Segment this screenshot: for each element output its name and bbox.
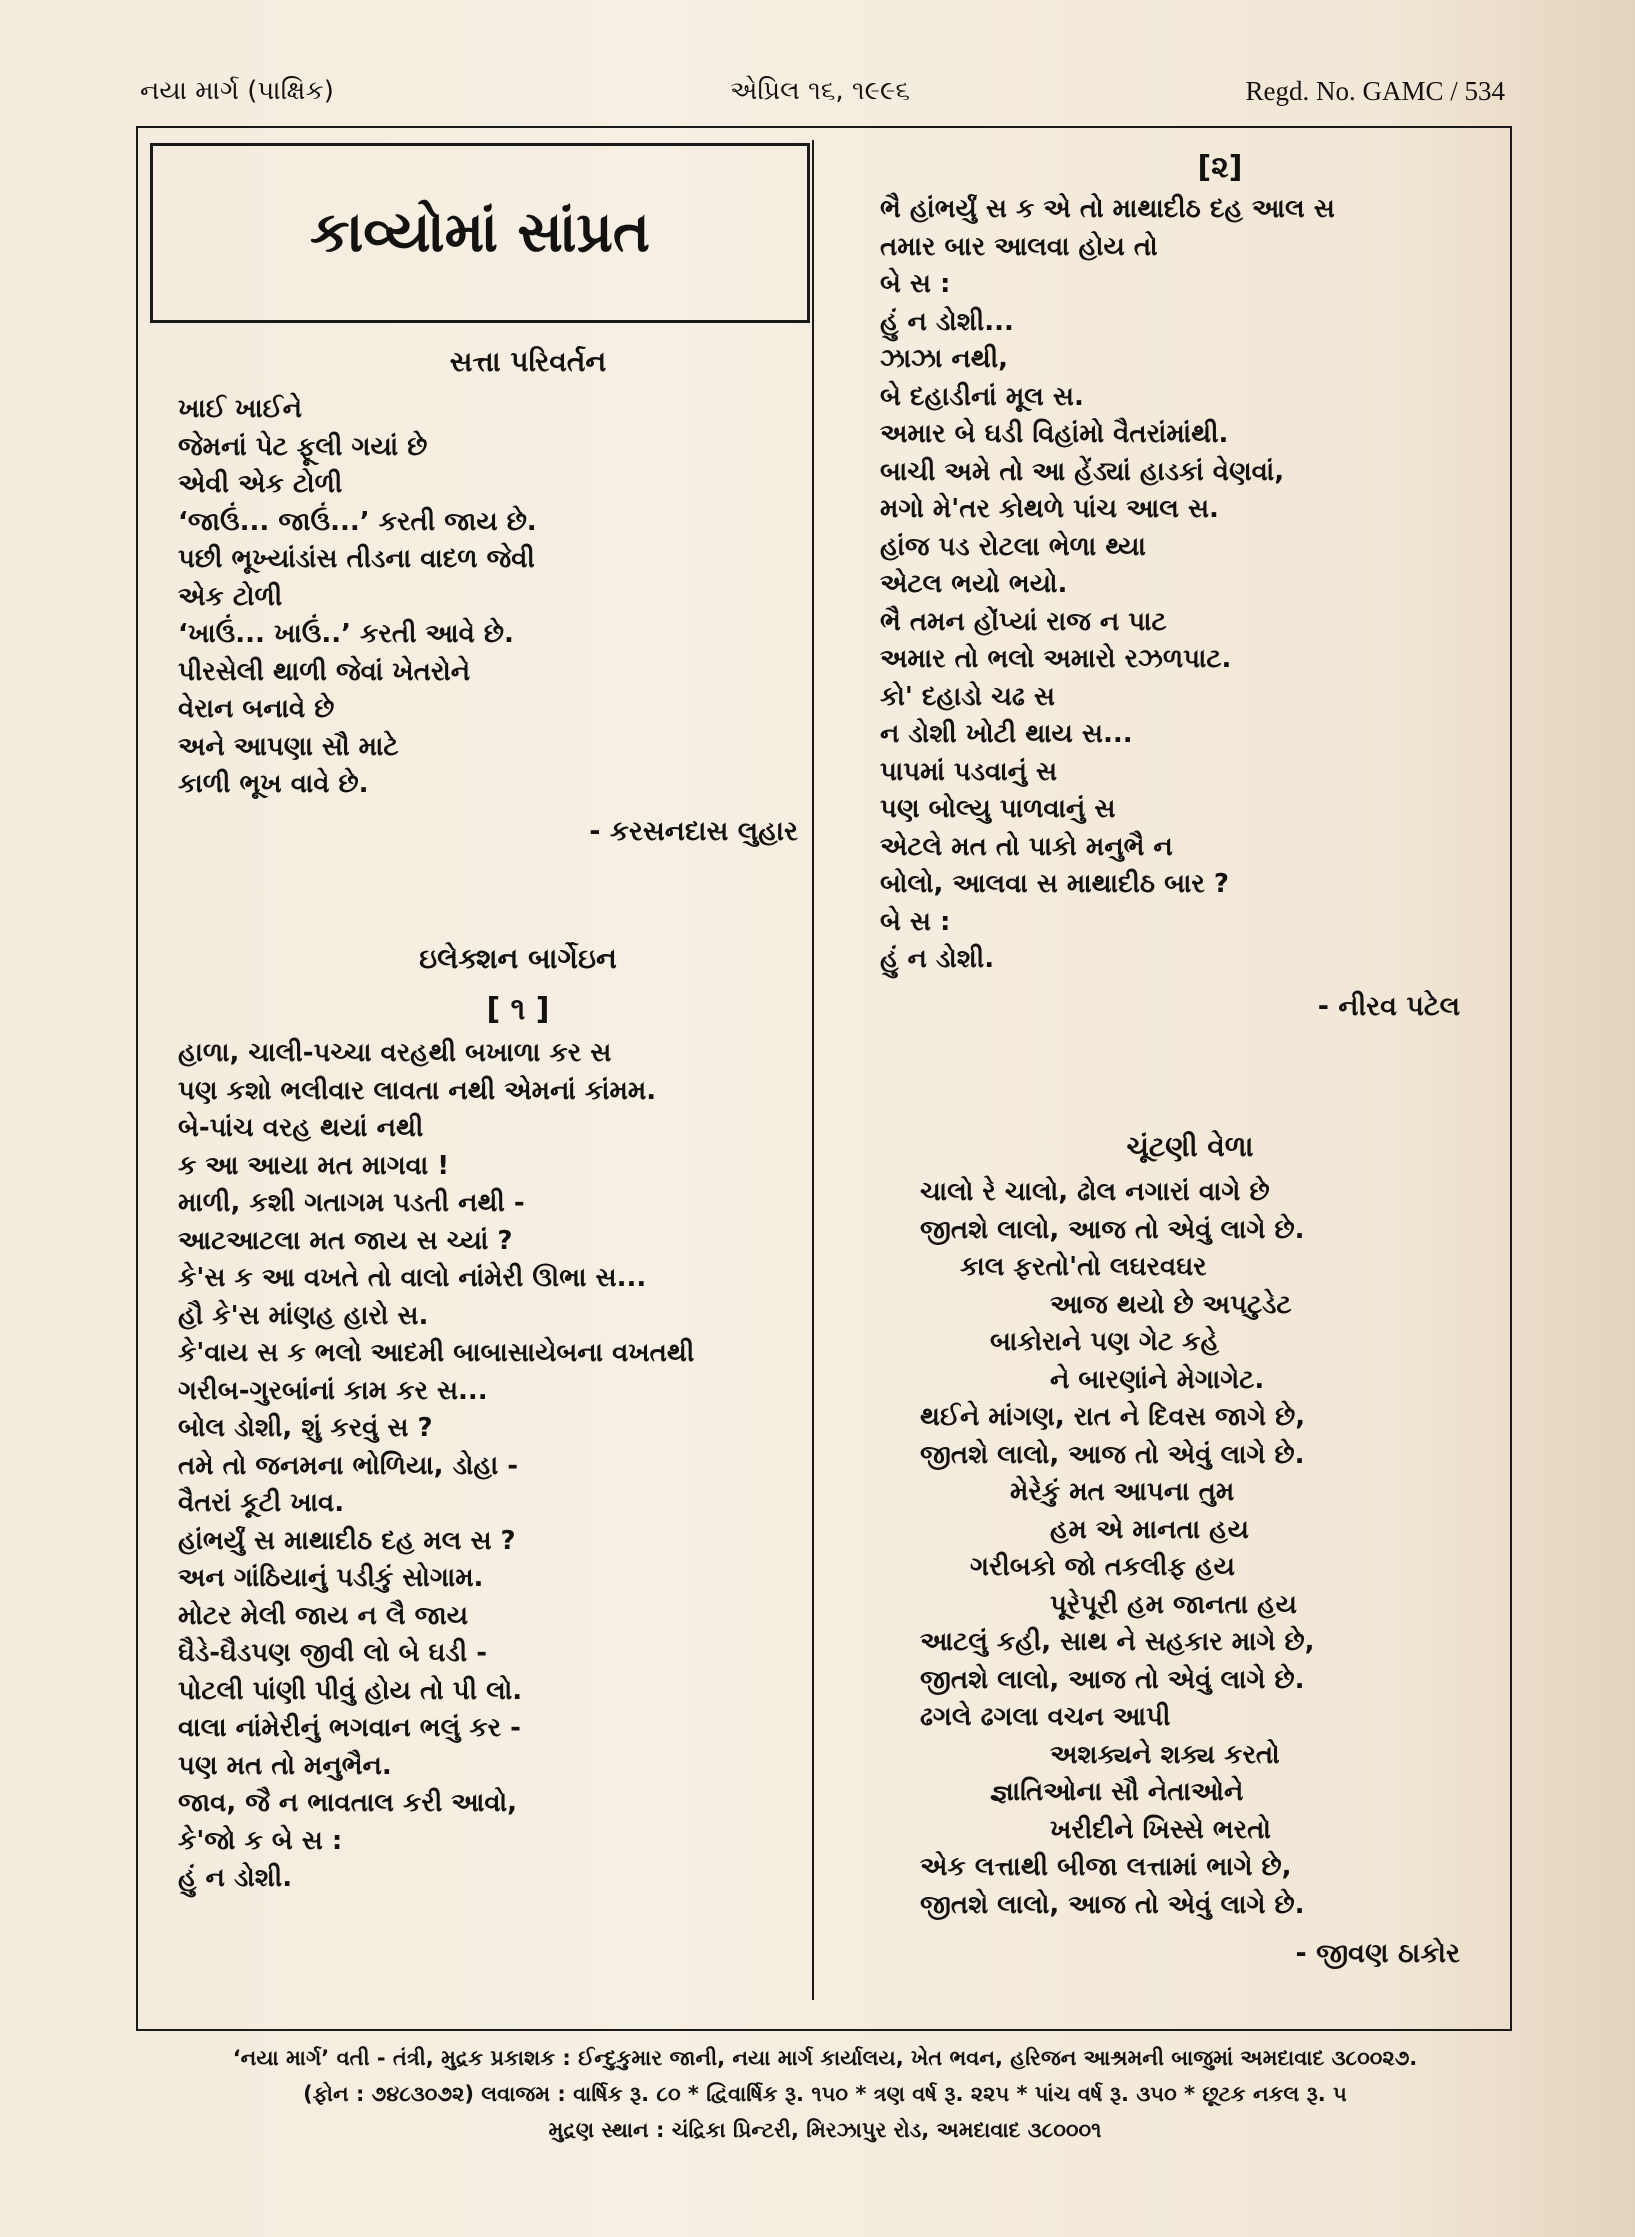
poem-line: ઢગલે ઢગલા વચન આપી <box>920 1702 1171 1732</box>
poem-line: ખરીદીને ખિસ્સે ભરતો <box>1050 1814 1271 1845</box>
poem-title: ચૂંટણી વેળા <box>1126 1130 1254 1163</box>
poem-line: પોટલી પાંણી પીવું હોય તો પી લો. <box>178 1675 523 1706</box>
poem-line: ન ડોશી ખોટી થાય સ... <box>880 719 1133 749</box>
poem-line: વેરાન બનાવે છે <box>178 694 335 724</box>
poem-line: બે સ : <box>880 269 951 299</box>
footer-line: (ફોન : ૭૪૮૩૦૭૨) લવાજમ : વાર્ષિક રૂ. ૮૦ * દ્વિવાર્ષિક રૂ. ૧૫૦ * ત્રણ વર્ષ રૂ. ૨૨૫ * પાંચ વર્ષ રૂ. ૩૫૦ * છૂટક નકલ રૂ. ૫ <box>303 2082 1347 2106</box>
poem-line: હાંજ પડ રોટલા ભેળા થ્યા <box>880 531 1146 562</box>
poem-line: પછી ભૂખ્યાંડાંસ તીડના વાદળ જેવી <box>178 544 535 574</box>
part-marker: [૨] <box>1197 150 1243 185</box>
poem-line: ગરીબકો જો તકલીફ હય <box>970 1552 1235 1582</box>
page-header <box>140 76 1505 120</box>
poem-line: એટલે મત તો પાકો મનુભૈ ન <box>880 831 1173 862</box>
poem-line: તમાર બાર આલવા હોય તો <box>880 231 1158 262</box>
poem-line: ઝાઝા નથી, <box>880 344 1009 374</box>
poem-line: એટલ ભયો ભયો. <box>880 569 1068 599</box>
poem-author: - કરસનદાસ લુહાર <box>589 815 798 847</box>
poem-line: અમાર તો ભલો અમારો રઝળપાટ. <box>880 644 1232 674</box>
poem-line: ભૈ હાંભર્યું સ ક એ તો માથાદીઠ દહ આલ સ <box>880 194 1335 224</box>
poem-line: બોલ ડોશી, શું કરવું સ ? <box>178 1413 433 1443</box>
poem-line: ગરીબ-ગુરબાંનાં કામ કર સ... <box>178 1375 488 1406</box>
poem-line: મગો મે'તર કોથળે પાંચ આલ સ. <box>880 494 1219 524</box>
poem-lines <box>178 391 798 804</box>
poem-line: આટઆટલા મત જાય સ ચ્યાં ? <box>178 1225 513 1256</box>
poem-title: સત્તા પરિવર્તન <box>449 345 607 378</box>
section-title: કાવ્યોમાં સાંપ્રત <box>310 200 650 265</box>
poem-line: મોટર મેલી જાય ન લૈ જાય <box>178 1600 469 1631</box>
poem-line: અમાર બે ઘડી વિહાંમો વૈતરાંમાંથી. <box>880 419 1229 449</box>
poem-line: જીતશે લાલો, આજ તો એવું લાગે છે. <box>920 1214 1305 1245</box>
poem-line: ‘ખાઉં... ખાઉં..’ કરતી આવે છે. <box>178 619 514 649</box>
poem-line: કે'સ ક આ વખતે તો વાલો નાંમેરી ઊભા સ... <box>178 1263 647 1293</box>
poem-chuntani-vela <box>880 1130 1500 1970</box>
poem-line: હાળા, ચાલી-પચ્ચા વરહથી બખાળા કર સ <box>178 1038 612 1068</box>
poem-line: આટલું કહી, સાથ ને સહકાર માગે છે, <box>920 1627 1315 1657</box>
poem-line: ચાલો રે ચાલો, ઢોલ નગારાં વાગે છે <box>920 1177 1270 1207</box>
poem-line: બે સ : <box>880 906 951 937</box>
poem-line: જીતશે લાલો, આજ તો એવું લાગે છે. <box>920 1664 1305 1695</box>
poem-line: હું ન ડોશી. <box>178 1863 293 1893</box>
poem-satta-parivartan <box>178 345 798 848</box>
poem-line: જેમનાં પેટ ફૂલી ગયાં છે <box>178 431 428 462</box>
poem-line: કે'વાય સ ક ભલો આદમી બાબાસાયેબના વખતથી <box>178 1338 695 1368</box>
poem-line: જીતશે લાલો, આજ તો એવું લાગે છે. <box>920 1439 1305 1470</box>
poem-line: ને બારણાંને મેગાગેટ. <box>1050 1364 1265 1395</box>
poem-line: પણ કશો ભલીવાર લાવતા નથી એમનાં કાંમમ. <box>178 1075 657 1106</box>
poem-line: બોલો, આલવા સ માથાદીઠ બાર ? <box>880 869 1229 899</box>
poem-line: જીતશે લાલો, આજ તો એવું લાગે છે. <box>920 1889 1305 1920</box>
poem-author: - નીરવ પટેલ <box>1317 990 1460 1022</box>
poem-line: એવી એક ટોળી <box>178 469 343 499</box>
poem-line: પણ બોલ્યુ પાળવાનું સ <box>880 794 1116 824</box>
page-footer <box>150 2040 1500 2148</box>
poem-line: થઈને માંગણ, રાત ને દિવસ જાગે છે, <box>920 1402 1306 1432</box>
poem-line: માળી, કશી ગતાગમ પડતી નથી - <box>178 1188 525 1218</box>
poem-line: કો' દહાડો ચઢ સ <box>880 681 1055 712</box>
poem-line: પૂરેપૂરી હમ જાનતા હય <box>1050 1589 1297 1620</box>
poem-line: અને આપણા સૌ માટે <box>178 731 399 762</box>
poem-title: ઇલેક્શન બાર્ગેઇન <box>419 942 617 975</box>
poem-lines <box>880 191 1500 979</box>
poem-lines <box>178 1035 798 1898</box>
part-marker: [ ૧ ] <box>486 992 550 1027</box>
poem-line: હમ એ માનતા હય <box>1050 1514 1249 1545</box>
poem-line: પણ મત તો મનુભૈન. <box>178 1750 392 1781</box>
poem-line: વાલા નાંમેરીનું ભગવાન ભલું કર - <box>178 1713 521 1743</box>
poem-author: - જીવણ ઠાકોર <box>1295 1938 1460 1969</box>
poem-election-bargain <box>178 942 798 1898</box>
poem-line: કાળી ભૂખ વાવે છે. <box>178 769 369 799</box>
poem-line: હું ન ડોશી. <box>880 944 995 974</box>
registration-number: Regd. No. GAMC / 534 <box>1245 76 1505 106</box>
poem-line: એક લત્તાથી બીજા લત્તામાં ભાગે છે, <box>920 1852 1292 1882</box>
poem-line: ભૈ તમન હોંપ્યાં રાજ ન પાટ <box>880 606 1167 637</box>
poem-line: તમે તો જનમના ભોળિયા, ડોહા - <box>178 1450 519 1481</box>
poem-line: બે-પાંચ વરહ થયાં નથી <box>178 1113 424 1143</box>
poem-line: બાકોરાને પણ ગેટ કહે <box>990 1327 1219 1357</box>
poem-line: મેરેકું મત આપના તુમ <box>1010 1477 1235 1507</box>
section-title-box <box>150 143 810 323</box>
poem-lines <box>880 1174 1500 1924</box>
poem-line: કાલ ફરતો'તો લઘરવઘર <box>960 1252 1207 1282</box>
poem-line: ઘૈડે-ઘૈડપણ જીવી લો બે ઘડી - <box>178 1638 488 1668</box>
poem-line: એક ટોળી <box>178 581 283 612</box>
publication-name: નયા માર્ગ (પાક્ષિક) <box>140 76 334 106</box>
poem-line: પાપમાં પડવાનું સ <box>880 756 1058 787</box>
poem-line: કે'જો ક બે સ : <box>178 1825 343 1856</box>
column-divider <box>812 140 814 2000</box>
poem-line: વૈતરાં કૂટી ખાવ. <box>178 1488 345 1518</box>
poem-line: ‘જાઉં... જાઉં...’ કરતી જાય છે. <box>178 506 537 537</box>
poem-line: હાંભર્યું સ માથાદીઠ દહ મલ સ ? <box>178 1525 516 1556</box>
poem-line: જ્ઞાતિઓના સૌ નેતાઓને <box>990 1777 1244 1807</box>
poem-line: બે દહાડીનાં મૂલ સ. <box>880 381 1084 412</box>
poem-line: હું ન ડોશી... <box>880 306 1014 337</box>
poem-line: હૌ કે'સ માંણહ હારો સ. <box>178 1300 429 1331</box>
poem-line: ક આ આયા મત માગવા ! <box>178 1150 450 1181</box>
issue-date: એપ્રિલ ૧૬, ૧૯૯૬ <box>730 76 911 106</box>
poem-line: અન ગાંઠિયાનું પડીકું સોગામ. <box>178 1563 484 1593</box>
poem-line: જાવ, જૈ ન ભાવતાલ કરી આવો, <box>178 1788 517 1818</box>
poem-election-bargain-part2 <box>880 150 1500 1023</box>
poem-line: અશક્યને શક્ય કરતો <box>1050 1739 1280 1770</box>
poem-line: આજ થયો છે અપટુડેટ <box>1050 1289 1292 1320</box>
poem-line: બાચી અમે તો આ હેંડ્યાં હાડકાં વેણવાં, <box>880 456 1285 487</box>
poem-line: પીરસેલી થાળી જેવાં ખેતરોને <box>178 656 471 687</box>
footer-line: મુદ્રણ સ્થાન : ચંદ્રિકા પ્રિન્ટરી, મિરઝાપુર રોડ, અમદાવાદ ૩૮૦૦૦૧ <box>548 2118 1102 2142</box>
poem-line: ખાઈ ખાઈને <box>178 394 303 424</box>
footer-line: ‘નયા માર્ગ’ વતી - તંત્રી, મુદ્રક પ્રકાશક : ઈન્દુકુમાર જાની, નયા માર્ગ કાર્યાલય, ખેત ભવન, હરિજન આશ્રમની બાજુમાં અમદાવાદ ૩૮૦૦૨૭. <box>232 2046 1418 2070</box>
